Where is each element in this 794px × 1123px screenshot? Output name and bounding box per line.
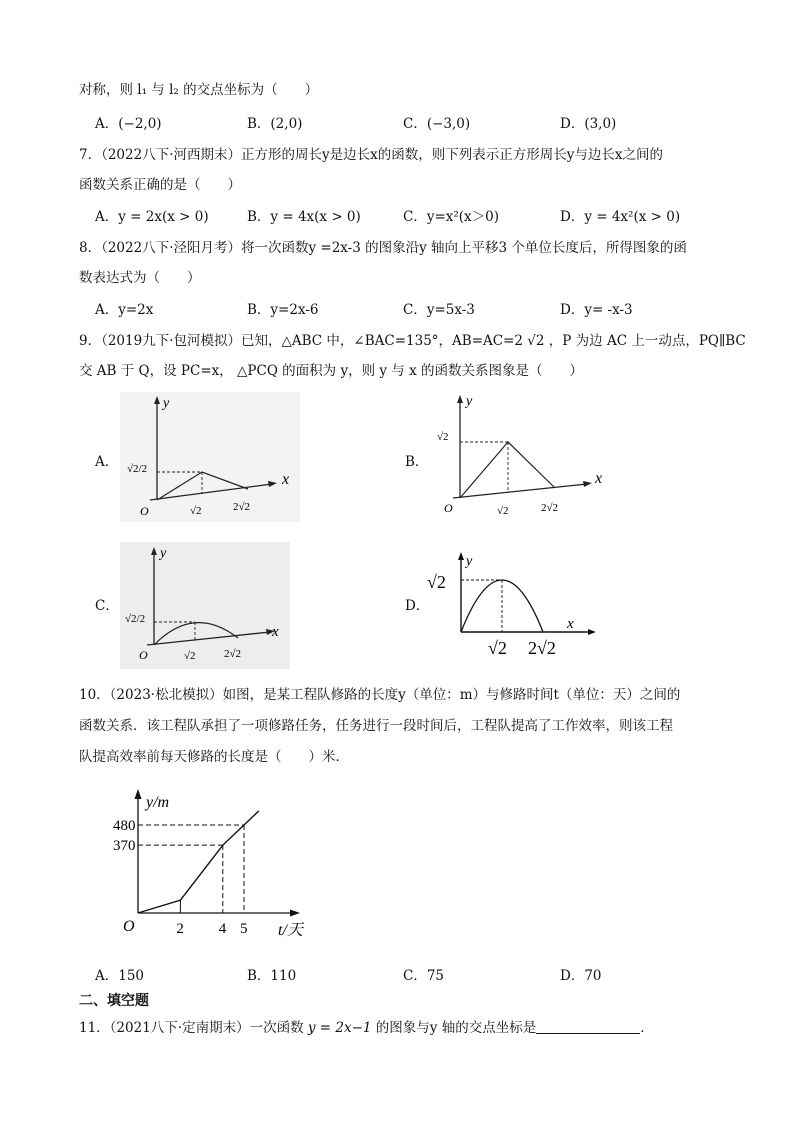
q9-text-line2: 交 AB 于 Q，设 PC=x， △PCQ 的面积为 y，则 y 与 x 的函数关系图象是（ ） <box>79 363 584 379</box>
q7-text-line2: 函数关系正确的是（ ） <box>79 177 241 193</box>
q9-option-b-label[interactable]: B． <box>405 454 429 470</box>
graph-b-xtick-2: 2√2 <box>541 502 559 514</box>
graph-d-x-arrow <box>588 629 596 635</box>
q10-text-line3: 队提高效率前每天修路的长度是（ ）米． <box>79 749 349 765</box>
graph-c-xtick-2: 2√2 <box>224 648 242 660</box>
q11-formula: y = 2x−1 <box>307 1020 372 1036</box>
graph-d-y-label: y <box>466 554 473 569</box>
q6-option-b[interactable]: B．(2,0) <box>247 116 303 132</box>
chart-xtick-5: 5 <box>240 921 248 937</box>
graph-c-origin: O <box>139 648 148 662</box>
chart-xtick-4: 4 <box>218 921 227 937</box>
graph-a-xtick-1: √2 <box>190 505 202 517</box>
graph-b-x-label: x <box>595 470 603 487</box>
graph-d-xtick-1: √2 <box>488 638 507 658</box>
q10-text-line1: 10．（2023·松北模拟）如图，是某工程队修路的长度y（单位：m）与修路时间t（单位：天）之间的 <box>79 687 681 703</box>
graph-c-xtick-1: √2 <box>184 650 196 662</box>
graph-a-y-label: y <box>163 396 170 411</box>
graph-b-x-axis <box>453 484 587 498</box>
q8-option-a[interactable]: A．y=2x <box>95 302 154 318</box>
graph-d-y-arrow <box>458 552 464 560</box>
chart-ytick-480: 480 <box>113 818 136 834</box>
graph-b-xtick-1: √2 <box>497 505 509 517</box>
q11-answer-blank[interactable] <box>536 1019 640 1034</box>
graph-b-ytick: √2 <box>437 431 449 443</box>
graph-b-y-label: y <box>466 394 473 409</box>
graph-c-x-label: x <box>272 624 279 640</box>
q6-option-d[interactable]: D．(3,0) <box>560 116 617 132</box>
chart-xtick-2: 2 <box>176 921 184 937</box>
q11-text <box>79 1018 654 1038</box>
q9-graph-c[interactable] <box>120 542 290 669</box>
q9-option-d-label[interactable]: D． <box>405 598 430 614</box>
q10-text-line2: 函数关系．该工程队承担了一项修路任务，任务进行一段时间后，工程队提高了工作效率，则该工程 <box>79 718 673 734</box>
q8-text-line1: 8．（2022八下·泾阳月考）将一次函数y =2x-3 的图象沿y 轴向上平移3 个单位长度后，所得图象的函 <box>79 240 687 256</box>
graph-b-x-arrow <box>583 481 592 487</box>
section-title: 二、填空题 <box>79 993 149 1009</box>
graph-d-ytick: √2 <box>427 572 446 592</box>
q10-option-b[interactable]: B．110 <box>247 968 297 984</box>
q9-graph-a[interactable] <box>120 392 300 522</box>
graph-c-y-label: y <box>160 546 167 561</box>
q9-option-a-label[interactable]: A． <box>95 454 119 470</box>
chart-y-arrow <box>135 789 142 799</box>
graph-a-origin: O <box>140 504 149 518</box>
q9-graph-d[interactable] <box>425 548 605 660</box>
graph-d-x-label: x <box>567 616 574 632</box>
q11-end: ． <box>640 1020 654 1036</box>
q10-option-c[interactable]: C．75 <box>403 968 445 984</box>
graph-a-x-label: x <box>282 471 290 488</box>
q8-option-d[interactable]: D．y= -x-3 <box>560 302 633 318</box>
q9-option-c-label[interactable]: C． <box>95 598 119 614</box>
q7-option-b[interactable]: B．y = 4x(x > 0) <box>247 209 361 225</box>
graph-b-curve <box>460 442 555 498</box>
q10-option-d[interactable]: D．70 <box>560 968 602 984</box>
q11-prefix: 11．（2021八下·定南期末）一次函数 <box>79 1020 308 1036</box>
chart-x-arrow <box>290 910 300 917</box>
q11-suffix: 的图象与y 轴的交点坐标是 <box>371 1020 537 1036</box>
q9-text-line1: 9．（2019九下·包河模拟）已知，△ABC 中，∠BAC=135°，AB=AC=2 √2 ，P 为边 AC 上一动点，PQ∥BC <box>79 333 746 349</box>
graph-a-xtick-2: 2√2 <box>233 501 251 513</box>
graph-d-xtick-2: 2√2 <box>528 638 556 658</box>
q7-option-a[interactable]: A．y = 2x(x > 0) <box>95 209 209 225</box>
q9-graph-b[interactable] <box>425 390 615 520</box>
chart-series-line <box>138 811 259 913</box>
graph-b-y-arrow <box>457 395 463 403</box>
q6-option-a[interactable]: A．(−2,0) <box>95 116 162 132</box>
chart-origin: O <box>123 918 135 935</box>
graph-b-origin: O <box>444 501 453 515</box>
q7-option-c[interactable]: C．y=x²(x＞0) <box>403 209 500 225</box>
graph-a-scan-bg <box>120 392 300 522</box>
chart-ytick-370: 370 <box>113 838 136 855</box>
q7-text-line1: 7．（2022八下·河西期末）正方形的周长y是边长x的函数，则下列表示正方形周长y与边长x之间的 <box>79 147 663 163</box>
q7-option-d[interactable]: D．y = 4x²(x > 0) <box>560 209 681 225</box>
q8-option-b[interactable]: B．y=2x-6 <box>247 302 319 318</box>
graph-c-ytick: √2/2 <box>125 613 146 625</box>
q10-option-a[interactable]: A．150 <box>95 968 145 984</box>
chart-y-label: y/m <box>146 794 170 811</box>
q8-option-c[interactable]: C．y=5x-3 <box>403 302 475 318</box>
q8-text-line2: 数表达式为（ ） <box>79 270 201 286</box>
graph-a-ytick: √2/2 <box>127 463 148 475</box>
chart-x-label: t/天 <box>278 922 303 939</box>
q6-option-c[interactable]: C．(−3,0) <box>403 116 471 132</box>
q10-road-chart <box>110 785 320 945</box>
q6-continuation: 对称，则 l₁ 与 l₂ 的交点坐标为（ ） <box>79 82 319 98</box>
